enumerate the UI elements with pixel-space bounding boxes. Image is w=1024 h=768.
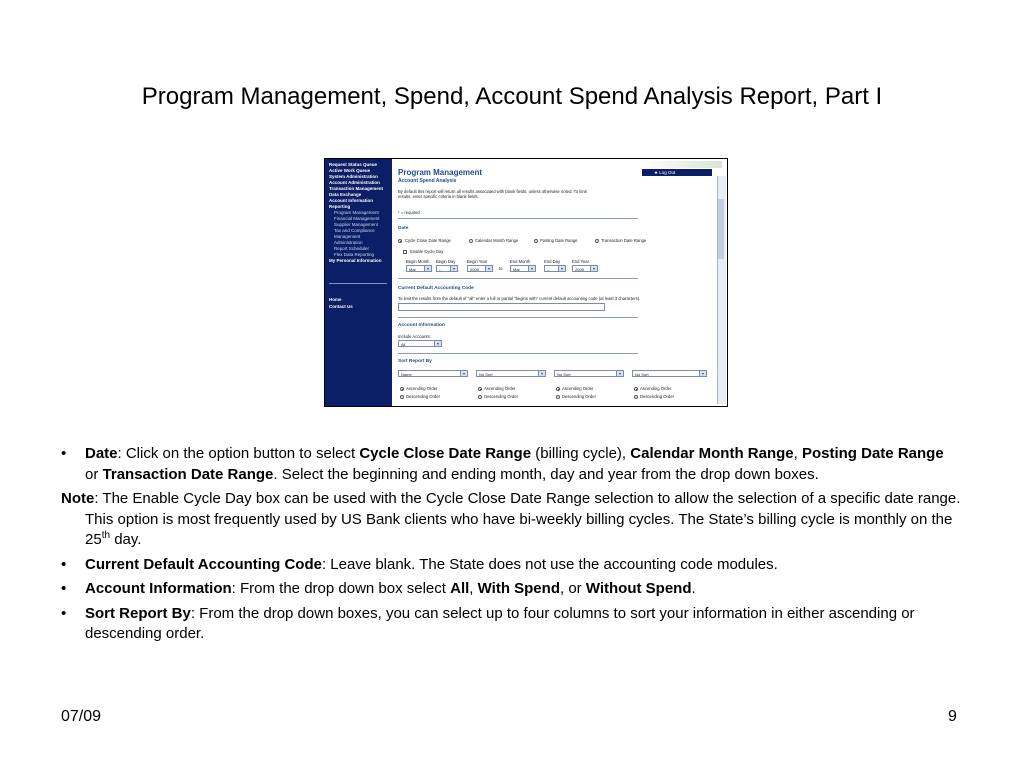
select-value: Mar [409, 267, 416, 272]
divider [398, 278, 638, 279]
nav-subitem[interactable]: Management [334, 234, 361, 239]
bullet-marker: • [61, 555, 67, 573]
term: Transaction Date Range [102, 465, 274, 483]
radio-calendar-month[interactable] [469, 239, 473, 243]
radio-label: Calendar Month Range [475, 238, 519, 243]
select-value: -- [547, 267, 550, 272]
begin-year-label: Begin Year [467, 259, 488, 264]
radio-label: Transaction Date Range [601, 238, 647, 243]
select-value: Name [401, 372, 412, 377]
sort2-ascending-radio[interactable] [478, 387, 482, 391]
select-value: 2009 [470, 267, 479, 272]
page-number: 9 [948, 708, 957, 725]
end-day-select[interactable] [544, 265, 566, 272]
bullet-marker: • [61, 445, 67, 462]
term: Posting Date Range [801, 445, 944, 462]
begin-day-select[interactable] [436, 265, 458, 272]
ascending-label: Ascending Order [406, 386, 438, 391]
text: : Click on the option button to select [117, 445, 360, 462]
accounting-code-input[interactable] [398, 303, 605, 311]
bullet-accounting-code [61, 555, 961, 576]
ascending-label: Ascending Order [484, 386, 516, 391]
term: Account Information [85, 580, 232, 597]
chevron-down-icon: ▾ [558, 266, 565, 271]
bullet-date [61, 444, 961, 485]
text: : From the drop down boxes, you can select up to four columns to sort your information in either ascending or descending order. [85, 604, 915, 642]
superscript: th [101, 530, 111, 541]
logout-link[interactable]: ★ Log Out [654, 170, 676, 175]
begin-month-select[interactable] [406, 265, 432, 272]
text: . [691, 580, 696, 597]
section-accounting-code: Current Default Accounting Code [398, 286, 474, 291]
radio-posting-date[interactable] [534, 239, 538, 243]
sort4-ascending-radio[interactable] [634, 387, 638, 391]
include-accounts-label: Include Accounts: [398, 334, 431, 339]
text: : The Enable Cycle Day box can be used with the Cycle Close Date Range selection to allow the selection of a specific date range. This option is most frequently used by US Bank clients who have bi-weekly billing cycles. The State’s billing cycle is monthly on the 25 [85, 490, 961, 548]
nav-item[interactable]: Transaction Management [329, 186, 384, 191]
sort-column-3-select[interactable] [554, 370, 624, 377]
nav-subitem[interactable]: Tax and Compliance [334, 228, 375, 233]
end-day-label: End Day [544, 259, 561, 264]
chevron-down-icon: ▾ [434, 341, 441, 346]
sort4-descending-radio[interactable] [634, 395, 638, 399]
nav-item[interactable]: My Personal Information [329, 258, 382, 263]
text: , [793, 445, 802, 462]
checkbox-label: Enable Cycle Day [410, 249, 444, 254]
begin-day-label: Begin Day [436, 259, 456, 264]
nav-subitem[interactable]: Flex Data Reporting [334, 252, 375, 257]
end-year-label: End Year [572, 259, 589, 264]
descending-label: Descending Order [406, 394, 440, 399]
bullet-sort-report-by [61, 604, 961, 645]
logout-label: Log Out [659, 170, 676, 175]
term: Calendar Month Range [630, 445, 794, 462]
ascending-label: Ascending Order [562, 386, 594, 391]
chevron-down-icon: ▾ [538, 371, 545, 376]
sort-column-1-select[interactable] [398, 370, 468, 377]
bullet-marker: • [61, 580, 67, 597]
main-panel [392, 159, 727, 406]
include-accounts-select[interactable] [398, 340, 442, 347]
select-value: No Sort [635, 372, 649, 377]
logout-bar [642, 169, 712, 176]
nav-item[interactable]: Active Work Queue [329, 168, 371, 173]
descending-label: Descending Order [640, 394, 674, 399]
begin-month-label: Begin Month [406, 259, 430, 264]
text: . Select the beginning and ending month, day and year from the drop down boxes. [273, 465, 819, 483]
chevron-down-icon: ▾ [528, 266, 535, 271]
app-screenshot [324, 158, 728, 407]
chevron-down-icon: ▾ [616, 371, 623, 376]
nav-item[interactable]: Account Administration [329, 180, 380, 185]
term: Cycle Close Date Range [359, 445, 532, 462]
divider [398, 317, 638, 318]
chevron-down-icon: ▾ [590, 266, 597, 271]
text: : Leave blank. The State does not use the accounting code modules. [321, 555, 778, 573]
header-decoration [642, 161, 722, 168]
text: , or [559, 580, 586, 597]
divider [398, 218, 638, 219]
radio-transaction-date[interactable] [595, 239, 599, 243]
slide-title: Program Management, Spend, Account Spend Analysis Report, Part I [141, 83, 883, 110]
chevron-down-icon: ▾ [450, 266, 457, 271]
sort3-descending-radio[interactable] [556, 395, 560, 399]
note-paragraph [61, 489, 961, 551]
text: or [85, 465, 103, 483]
nav-item[interactable]: Account Information [329, 198, 373, 203]
sort-column-2-select[interactable] [476, 370, 546, 377]
nav-item[interactable]: Data Exchange [329, 192, 362, 197]
text: day. [110, 531, 142, 548]
begin-year-select[interactable] [467, 265, 493, 272]
select-value: No Sort [557, 372, 571, 377]
nav-home[interactable]: Home [329, 297, 342, 302]
intro-text-2: results, enter specific criteria in blank fields. [398, 194, 479, 199]
term: With Spend [477, 580, 560, 597]
term: Date [85, 445, 118, 462]
radio-label: Posting Date Range [540, 238, 578, 243]
left-nav [325, 159, 392, 406]
nav-subitem[interactable]: Report Scheduler [334, 246, 370, 251]
required-note: * = required [398, 210, 420, 215]
select-value: Mar [513, 267, 520, 272]
to-label: to [499, 266, 503, 271]
descending-label: Descending Order [484, 394, 518, 399]
term: Current Default Accounting Code [85, 555, 322, 573]
chevron-down-icon: ▾ [485, 266, 492, 271]
text: : From the drop down box select [231, 580, 451, 597]
bullet-list [61, 444, 961, 649]
sort-column-4-select[interactable] [632, 370, 707, 377]
bullet-account-information [61, 579, 961, 600]
select-value: All [401, 342, 406, 347]
sort1-descending-radio[interactable] [400, 395, 404, 399]
section-account-information: Account Information [398, 323, 445, 328]
bullet-marker: • [61, 604, 67, 622]
radio-cycle-close[interactable] [398, 239, 402, 243]
divider [398, 353, 638, 354]
report-subtitle: Account Spend Analysis [398, 178, 457, 184]
sort1-ascending-radio[interactable] [400, 387, 404, 391]
radio-label: Cycle Close Date Range [405, 238, 451, 243]
end-year-select[interactable] [572, 265, 598, 272]
select-value: 2009 [575, 267, 584, 272]
chevron-down-icon: ▾ [699, 371, 706, 376]
term: Note [61, 490, 95, 507]
text: , [469, 580, 478, 597]
section-sort-report-by: Sort Report By [398, 359, 432, 364]
end-month-label: End Month [510, 259, 531, 264]
text: (billing cycle), [531, 445, 631, 462]
select-value: -- [439, 267, 442, 272]
intro-text-1: By default this report will return all results associated with blank fields, unless otherwise noted. To limit [398, 189, 587, 194]
select-value: No Sort [479, 372, 493, 377]
descending-label: Descending Order [562, 394, 596, 399]
enable-cycle-day-checkbox[interactable] [403, 250, 407, 254]
sort3-ascending-radio[interactable] [556, 387, 560, 391]
end-month-select[interactable] [510, 265, 536, 272]
section-date: Date [398, 226, 409, 231]
chevron-down-icon: ▾ [424, 266, 431, 271]
chevron-down-icon: ▾ [460, 371, 467, 376]
nav-subitem[interactable]: Administration [334, 240, 363, 245]
page-title: Program Management [398, 168, 483, 177]
term: Without Spend [585, 580, 692, 597]
nav-divider [329, 283, 387, 284]
nav-contact-us[interactable]: Contact Us [329, 304, 353, 309]
nav-subitem[interactable]: Financial Management [334, 216, 380, 221]
nav-subitem[interactable]: Supplier Management [334, 222, 379, 227]
accounting-instructions: To limit the results from the default of "all" enter a full or partial "begins with" current default accounting code (at least 3 characters). [398, 296, 641, 301]
nav-item[interactable]: System Administration [329, 174, 378, 179]
term: Sort Report By [85, 604, 191, 622]
nav-subitem[interactable]: Program Management [334, 210, 379, 215]
nav-item[interactable]: Request Status Queue [329, 162, 378, 167]
ascending-label: Ascending Order [640, 386, 672, 391]
term: All [450, 580, 470, 597]
nav-item[interactable]: Reporting [329, 204, 351, 209]
footer-date: 07/09 [61, 708, 102, 725]
scrollbar-thumb[interactable] [718, 199, 724, 259]
sort2-descending-radio[interactable] [478, 395, 482, 399]
